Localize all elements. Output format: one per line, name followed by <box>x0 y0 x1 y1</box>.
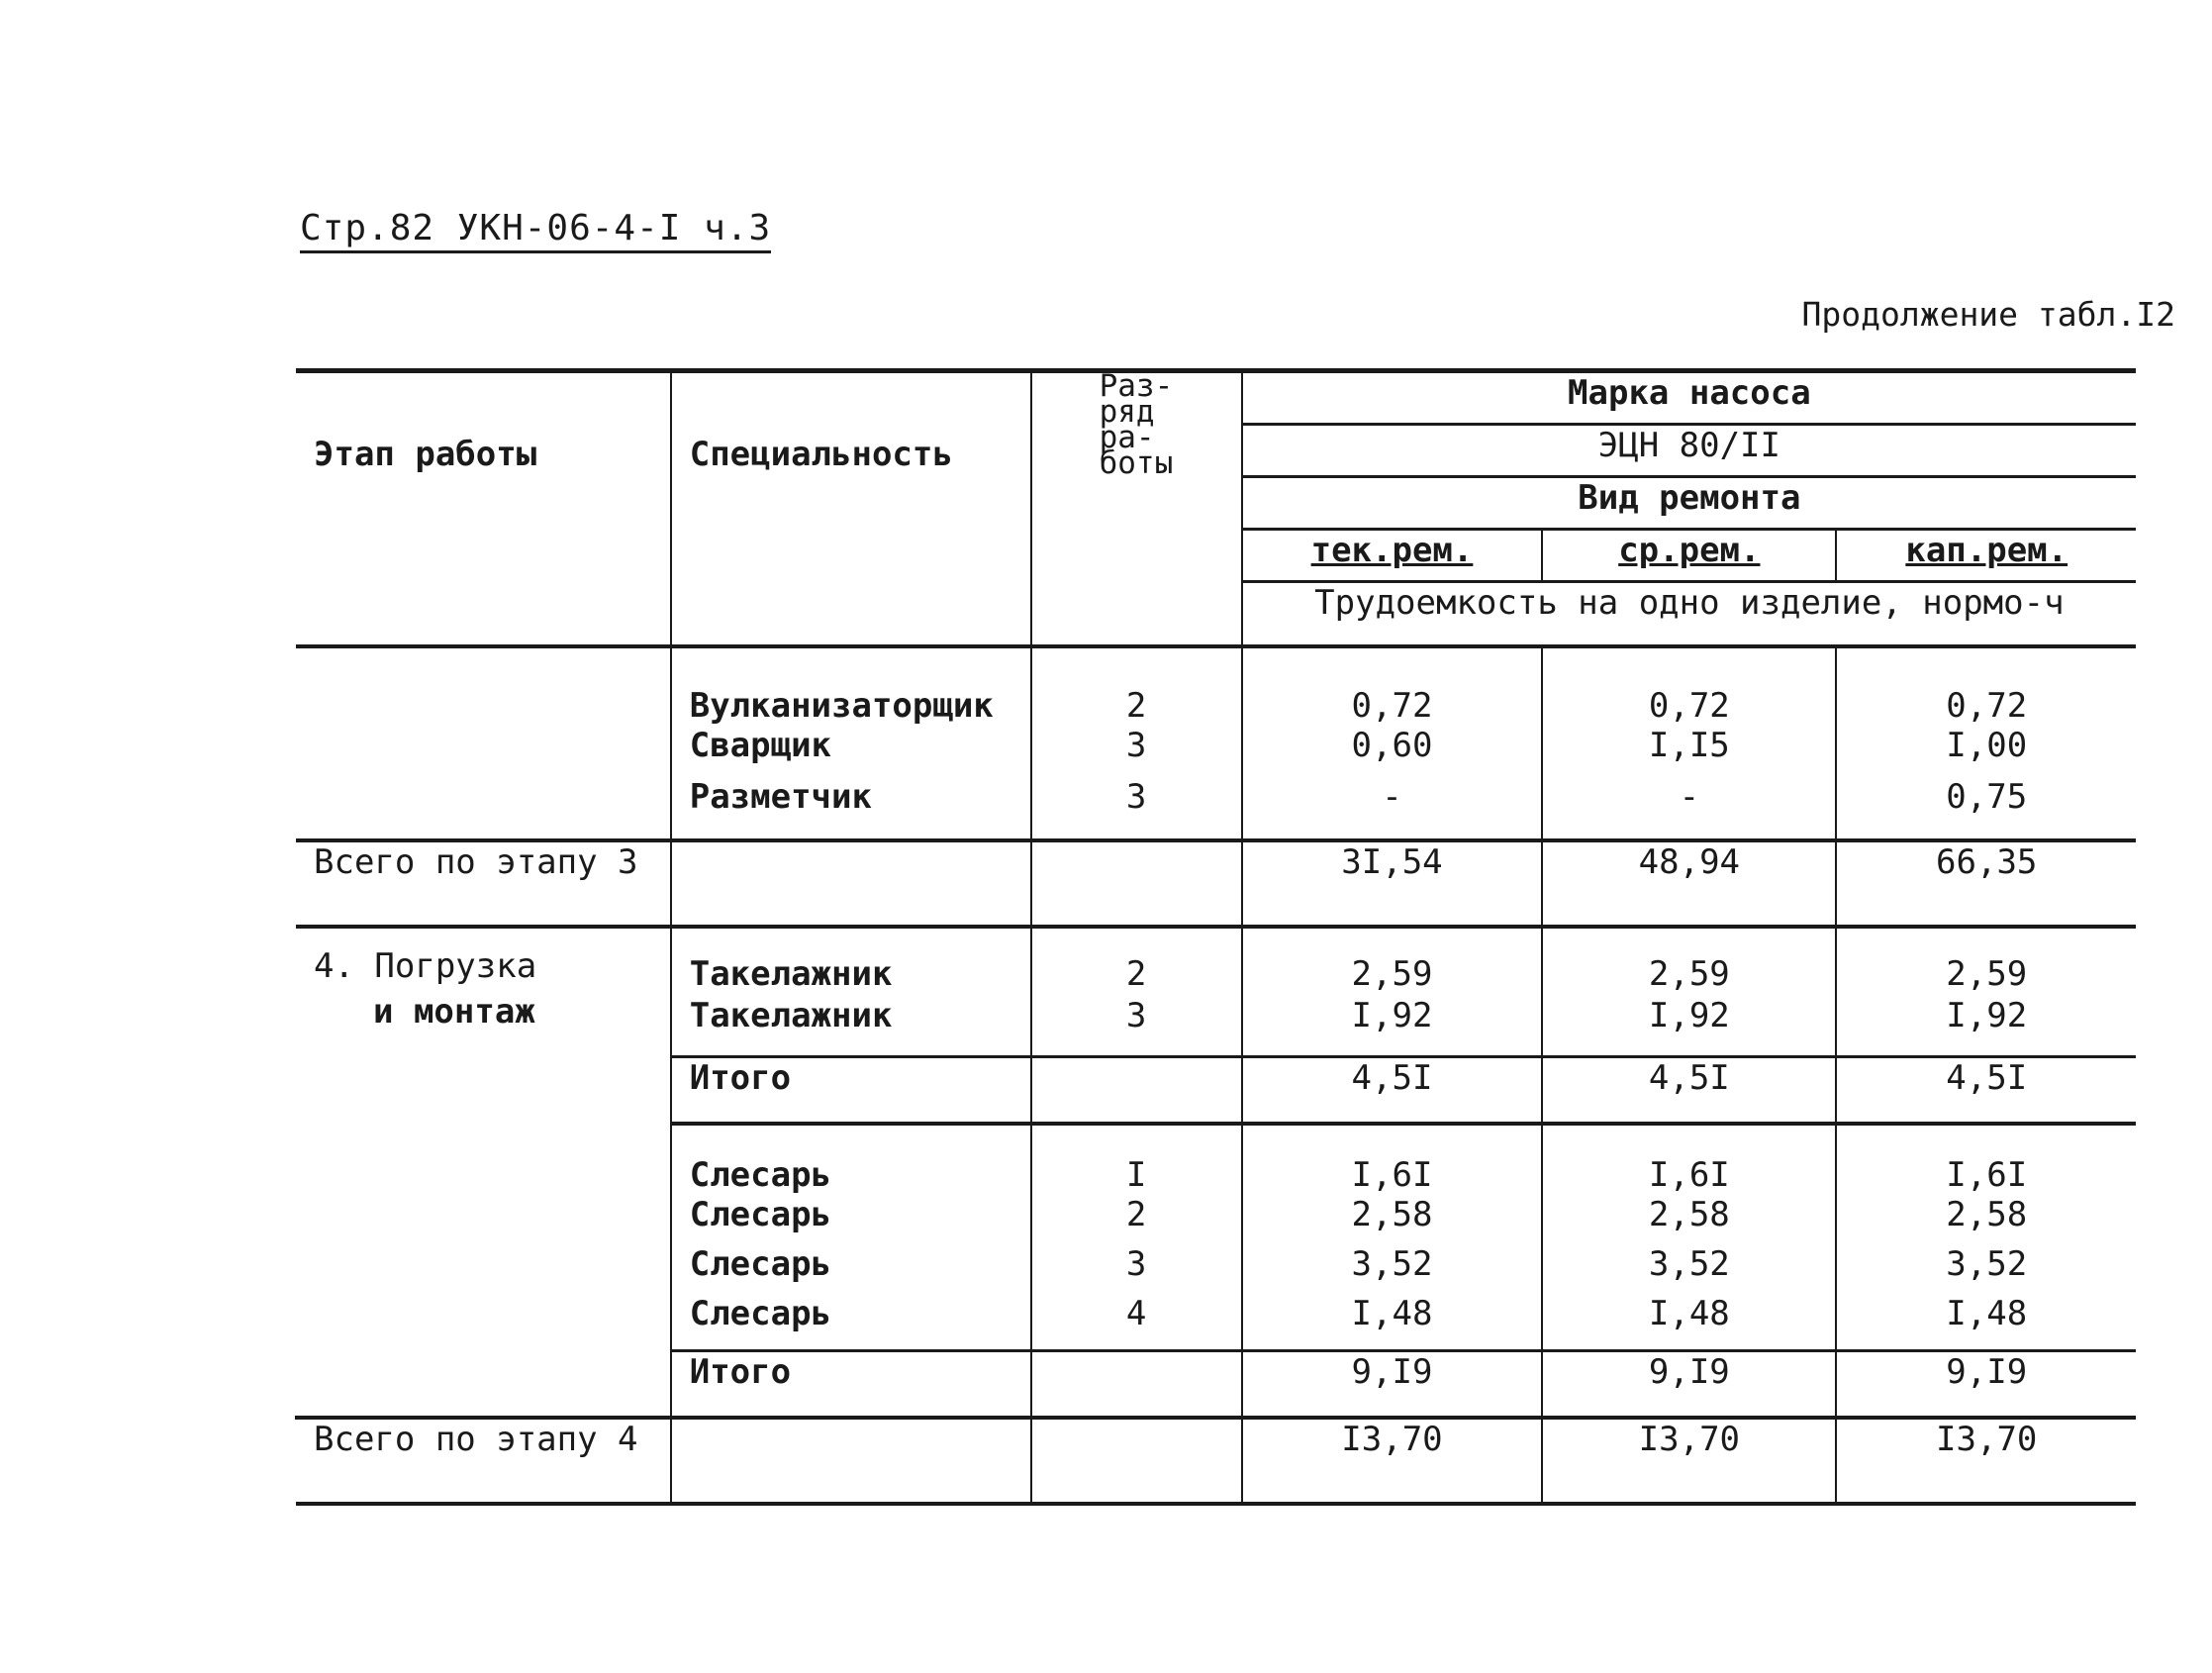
value-cell: 0,75 <box>1836 775 2136 840</box>
col-header-stage: Этап работы <box>314 435 537 474</box>
labor-units-header: Трудоемкость на одно изделие, нормо-ч <box>1242 582 2136 647</box>
value-cell: I,92 <box>1542 994 1836 1057</box>
rank-cell: 3 <box>1031 726 1242 775</box>
specialty-cell: Вулканизаторщик <box>671 646 1031 726</box>
value-cell: 0,60 <box>1242 726 1542 775</box>
value-cell: I,00 <box>1836 726 2136 775</box>
subtotal-label: Итого <box>671 1351 1031 1417</box>
stage4-cell <box>296 927 671 1416</box>
value-cell: 2,58 <box>1836 1195 2136 1244</box>
specialty-cell: Слесарь <box>671 1195 1031 1244</box>
pump-model-header: ЭЦН 80/II <box>1242 425 2136 477</box>
col-header-rank <box>1031 368 1242 647</box>
col-header-specialty: Специальность <box>671 371 1031 647</box>
rank-cell: 4 <box>1031 1294 1242 1351</box>
pump-brand-header: Марка насоса <box>1242 371 2136 425</box>
value-cell: 2,59 <box>1836 927 2136 994</box>
value-cell: 2,59 <box>1242 927 1542 994</box>
total-stage4-label: Всего по этапу 4 <box>314 1420 638 1459</box>
value-cell: I,6I <box>1242 1124 1542 1195</box>
rank-header-line: боты <box>1099 445 1174 481</box>
empty-cell <box>1031 1057 1242 1125</box>
subtotal-value-cell: 9,I9 <box>1836 1351 2136 1417</box>
empty-cell <box>671 1418 1031 1504</box>
page-header: Стр.82 УКН-06-4-I ч.3 <box>300 208 771 253</box>
specialty-cell: Такелажник <box>671 927 1031 994</box>
total-value-cell: I3,70 <box>1242 1418 1542 1504</box>
stage4-label-line1: 4. Погрузка <box>314 946 537 986</box>
value-cell: 0,72 <box>1242 646 1542 726</box>
value-cell: 2,58 <box>1542 1195 1836 1244</box>
subtotal-value-cell: 4,5I <box>1542 1057 1836 1125</box>
empty-cell <box>1031 1418 1242 1504</box>
rank-header-line: Раз- <box>1099 368 1174 404</box>
specialty-cell: Слесарь <box>671 1244 1031 1294</box>
value-cell: - <box>1242 775 1542 840</box>
value-cell: I,6I <box>1836 1124 2136 1195</box>
specialty-cell: Такелажник <box>671 994 1031 1057</box>
rank-cell: I <box>1031 1124 1242 1195</box>
rank-cell: 3 <box>1031 1244 1242 1294</box>
total-value-cell: 3I,54 <box>1242 840 1542 927</box>
empty-cell <box>1031 840 1242 927</box>
specialty-cell: Сварщик <box>671 726 1031 775</box>
subtotal-value-cell: 4,5I <box>1836 1057 2136 1125</box>
value-cell: I,6I <box>1542 1124 1836 1195</box>
table-continuation-label: Продолжение табл.I2 <box>1801 295 2175 334</box>
specialty-cell: Слесарь <box>671 1294 1031 1351</box>
value-cell: I,92 <box>1836 994 2136 1057</box>
value-cell: I,48 <box>1242 1294 1542 1351</box>
rank-header-line: ряд <box>1099 394 1155 430</box>
value-cell: 2,58 <box>1242 1195 1542 1244</box>
rank-cell: 3 <box>1031 775 1242 840</box>
value-cell: I,I5 <box>1542 726 1836 775</box>
stage-cell <box>296 775 671 840</box>
value-cell: 3,52 <box>1242 1244 1542 1294</box>
specialty-cell: Разметчик <box>671 775 1031 840</box>
rank-cell: 2 <box>1031 1195 1242 1244</box>
total-value-cell: 66,35 <box>1836 840 2136 927</box>
value-cell: I,48 <box>1542 1294 1836 1351</box>
subtotal-value-cell: 9,I9 <box>1542 1351 1836 1417</box>
total-stage3-label: Всего по этапу 3 <box>314 842 638 882</box>
value-cell: 0,72 <box>1542 646 1836 726</box>
value-cell: 3,52 <box>1542 1244 1836 1294</box>
value-cell: 0,72 <box>1836 646 2136 726</box>
empty-cell <box>671 840 1031 927</box>
labor-table <box>295 368 2136 1506</box>
stage-cell <box>296 646 671 726</box>
value-cell: - <box>1542 775 1836 840</box>
subtotal-value-cell: 9,I9 <box>1242 1351 1542 1417</box>
value-cell: I,92 <box>1242 994 1542 1057</box>
repair-type-current: тек.рем. <box>1242 530 1542 582</box>
value-cell: 3,52 <box>1836 1244 2136 1294</box>
rank-cell: 3 <box>1031 994 1242 1057</box>
subtotal-value-cell: 4,5I <box>1242 1057 1542 1125</box>
value-cell: I,48 <box>1836 1294 2136 1351</box>
total-value-cell: I3,70 <box>1836 1418 2136 1504</box>
total-value-cell: 48,94 <box>1542 840 1836 927</box>
rank-cell: 2 <box>1031 927 1242 994</box>
total-value-cell: I3,70 <box>1542 1418 1836 1504</box>
subtotal-label: Итого <box>671 1057 1031 1125</box>
empty-cell <box>1031 1351 1242 1417</box>
repair-type-capital: кап.рем. <box>1836 530 2136 582</box>
rank-header-line: ра- <box>1099 420 1155 455</box>
rank-cell: 2 <box>1031 646 1242 726</box>
stage4-label-line2: и монтаж <box>373 992 535 1032</box>
value-cell: 2,59 <box>1542 927 1836 994</box>
repair-type-medium: ср.рем. <box>1542 530 1836 582</box>
stage-cell <box>296 726 671 775</box>
repair-type-header: Вид ремонта <box>1242 477 2136 530</box>
specialty-cell: Слесарь <box>671 1124 1031 1195</box>
